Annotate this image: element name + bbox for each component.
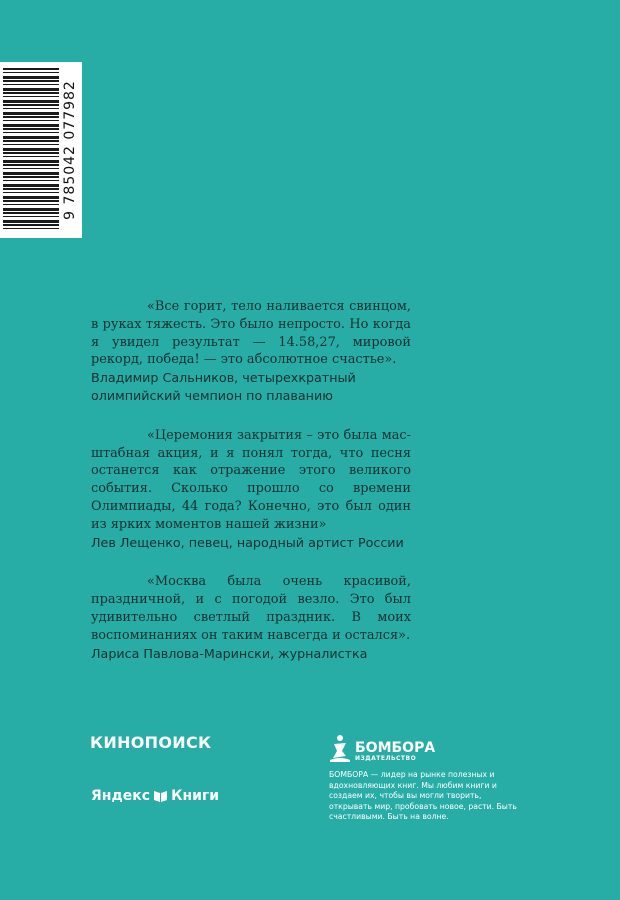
publisher-name: БОМБОРА — [355, 740, 436, 756]
publisher-block — [329, 734, 539, 823]
isbn-number: 9 785042 077982 — [62, 80, 78, 220]
quote-2 — [91, 427, 411, 552]
quote-author: Лариса Павлова-Марински, журналистка — [91, 645, 368, 661]
publisher-description: БОМБОРА — лидер на рынке полезных и вдохновляющих книг. Мы любим книги и создаем их, чтобы вы могли творить, открывать мир, пробовать новое, расти. Быть счастливыми. Быть на волне. — [329, 770, 517, 821]
book-icon — [153, 789, 168, 803]
quote-author: Лев Лещенко, певец, народный артист России — [91, 534, 404, 550]
surfer-icon — [329, 734, 351, 762]
barcode — [0, 62, 82, 238]
yandex-books-logo — [91, 788, 219, 804]
kinopoisk-logo: КИНОПОИСК — [90, 733, 212, 752]
quote-text: «Все горит, тело наливается свинцом, в руках тяжесть. Это было непросто. Но когда я увидел результат — 14.58,27, мировой рекорд, победа! — это абсолютное счастье». — [91, 299, 411, 368]
quote-3 — [91, 573, 411, 662]
quote-text: «Церемония закрытия – это была масштабная акция, и я понял тогда, что песня останется как отражение этого великого события. Сколько прошло со времени Олимпиады, 44 года? Конечно, это был один из ярких моментов нашей жизни» — [91, 427, 411, 532]
yandex-label: Яндекс — [91, 788, 151, 804]
barcode-bars — [3, 68, 59, 232]
quote-text: «Москва была очень красивой, праздничной, и с погодой везло. Это был удивительно светлый праздник. В моих воспоминаниях он таким навсегда и остался». — [91, 574, 411, 643]
publisher-sub: ИЗДАТЕЛЬСТВО — [355, 755, 417, 762]
quote-author: Владимир Сальников, четырехкратный олимпийский чемпион по плаванию — [91, 370, 356, 403]
quote-1 — [91, 298, 411, 405]
books-label: Книги — [171, 788, 220, 804]
quotes-block — [91, 298, 411, 684]
publisher-logo — [329, 734, 539, 762]
